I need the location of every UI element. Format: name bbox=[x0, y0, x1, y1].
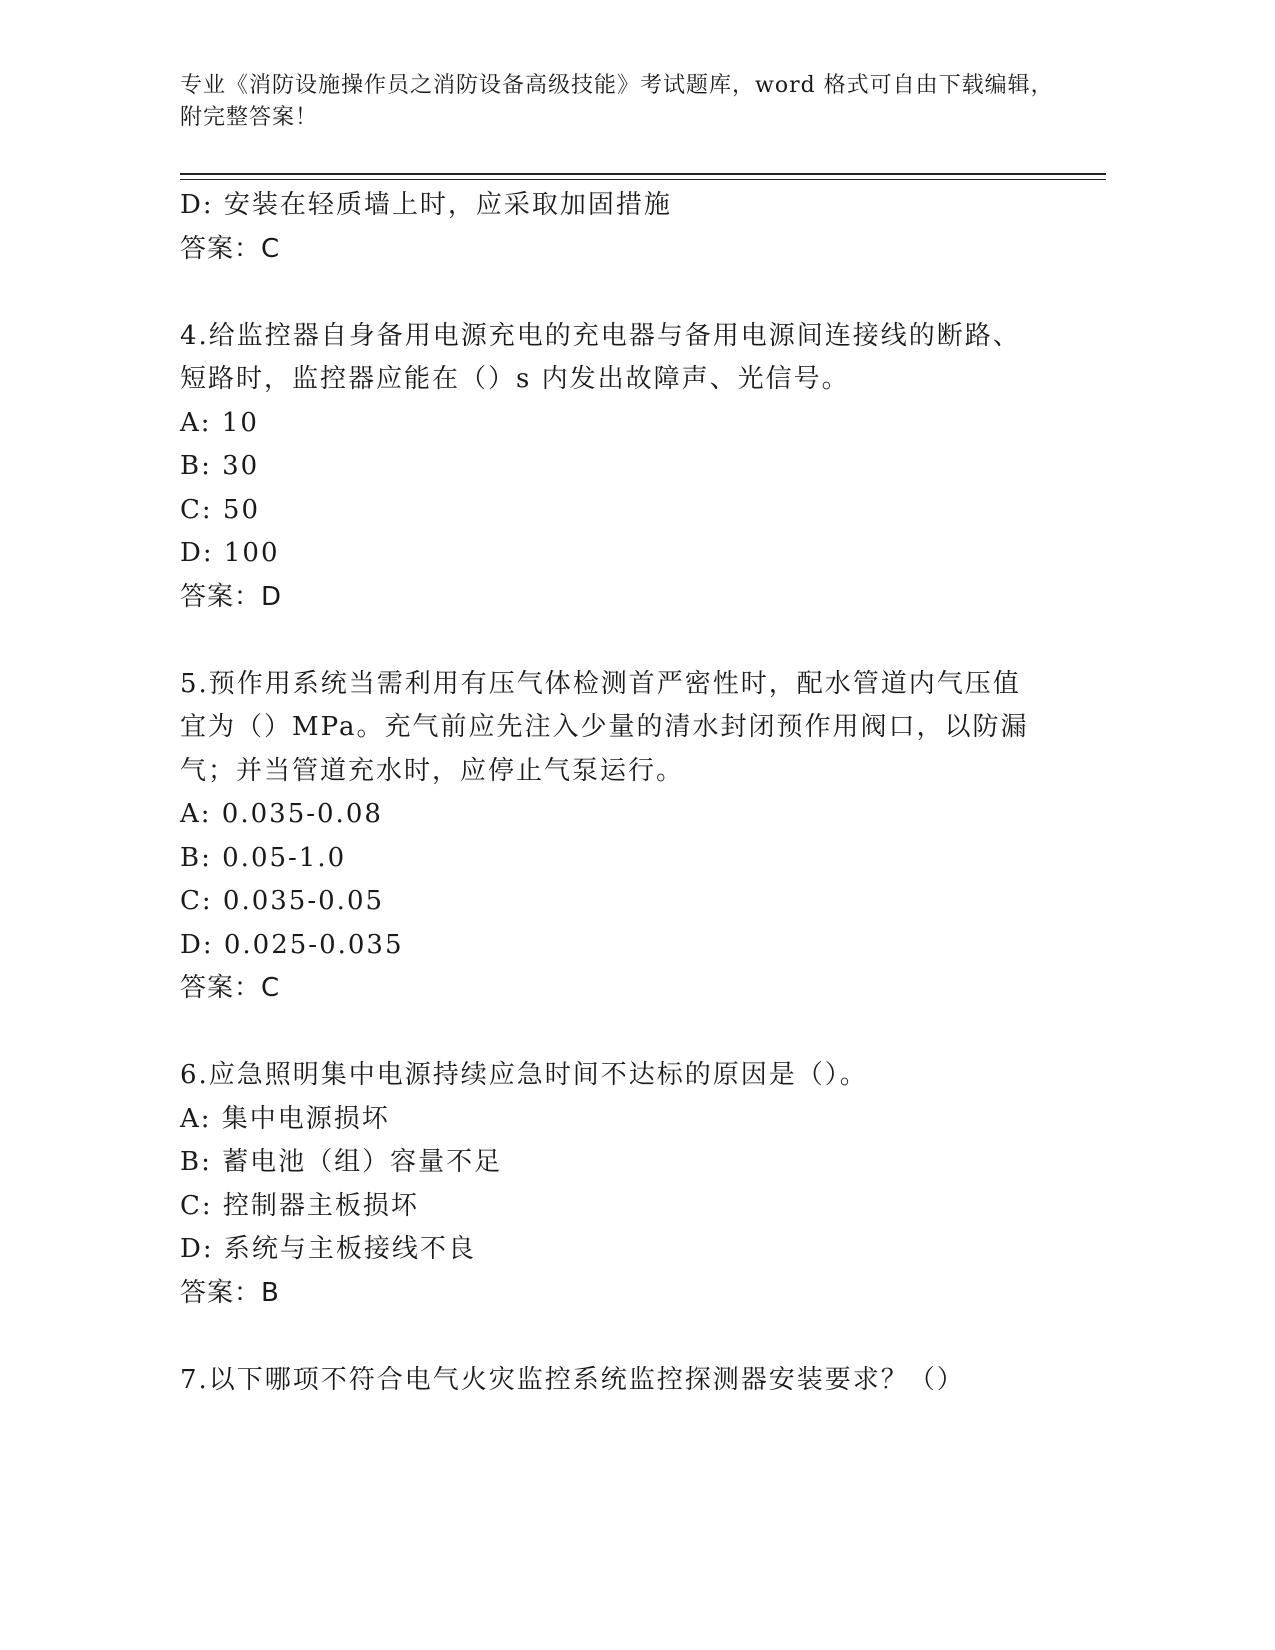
question-5-option-a: A: 0.035-0.08 bbox=[180, 799, 383, 829]
question-6-option-b: B: 蓄电池（组）容量不足 bbox=[180, 1147, 503, 1177]
spacer bbox=[180, 619, 1040, 663]
prev-option-d: D: 安装在轻质墙上时，应采取加固措施 bbox=[180, 190, 672, 220]
question-5 bbox=[180, 663, 1040, 1011]
question-5-answer: 答案：C bbox=[180, 973, 281, 1003]
question-6-option-a: A: 集中电源损坏 bbox=[180, 1103, 390, 1134]
header-rule-thick bbox=[180, 173, 1106, 175]
question-4-option-d: D: 100 bbox=[180, 538, 280, 568]
document-header: 专业《消防设施操作员之消防设备高级技能》考试题库，word 格式可自由下载编辑，附完整答案！ bbox=[180, 73, 1054, 130]
spacer bbox=[180, 271, 1040, 315]
question-content bbox=[180, 184, 1040, 1402]
question-4-option-a: A: 10 bbox=[180, 407, 259, 438]
question-5-option-c: C: 0.035-0.05 bbox=[180, 886, 385, 916]
question-5-stem: 5.预作用系统当需利用有压气体检测首严密性时，配水管道内气压值宜为（）MPa。充气前应先注入少量的清水封闭预作用阀口，以防漏气；并当管道充水时，应停止气泵运行。 bbox=[180, 668, 1029, 786]
question-4 bbox=[180, 315, 1040, 620]
prev-answer: 答案：C bbox=[180, 233, 281, 264]
question-6 bbox=[180, 1054, 1040, 1315]
question-6-option-c: C: 控制器主板损坏 bbox=[180, 1190, 419, 1221]
question-6-option-d: D: 系统与主板接线不良 bbox=[180, 1234, 476, 1264]
question-6-stem: 6.应急照明集中电源持续应急时间不达标的原因是（）。 bbox=[180, 1060, 868, 1090]
header-rule-thin bbox=[180, 179, 1106, 180]
question-4-option-c: C: 50 bbox=[180, 494, 261, 525]
question-7 bbox=[180, 1359, 1040, 1403]
question-6-answer: 答案：B bbox=[180, 1277, 280, 1308]
question-4-option-b: B: 30 bbox=[180, 451, 260, 481]
question-5-option-b: B: 0.05-1.0 bbox=[180, 842, 347, 873]
spacer bbox=[180, 1315, 1040, 1359]
spacer bbox=[180, 1011, 1040, 1055]
question-7-stem: 7.以下哪项不符合电气火灾监控系统监控探测器安装要求？（） bbox=[180, 1364, 965, 1395]
question-4-answer: 答案：D bbox=[180, 581, 283, 612]
question-5-option-d: D: 0.025-0.035 bbox=[180, 929, 404, 960]
question-4-stem: 4.给监控器自身备用电源充电的充电器与备用电源间连接线的断路、短路时，监控器应能在（）s 内发出故障声、光信号。 bbox=[180, 320, 1021, 394]
